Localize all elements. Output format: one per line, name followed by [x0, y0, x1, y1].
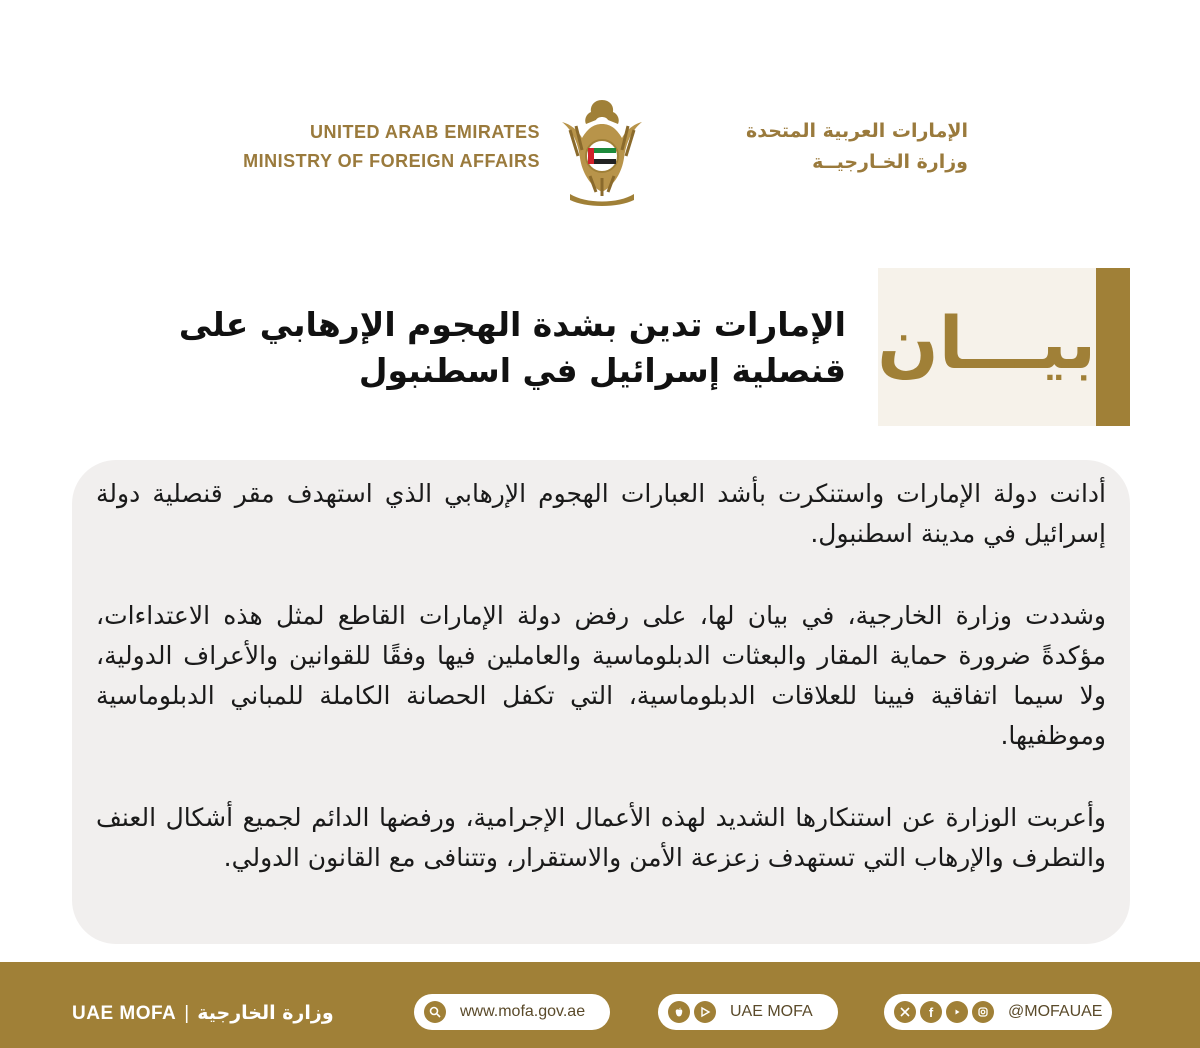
facebook-icon[interactable]: f — [920, 1001, 942, 1023]
x-twitter-icon[interactable] — [894, 1001, 916, 1023]
google-play-icon[interactable] — [694, 1001, 716, 1023]
ministry-name-en: MINISTRY OF FOREIGN AFFAIRS — [243, 151, 540, 171]
youtube-icon[interactable] — [946, 1001, 968, 1023]
statement-badge — [878, 268, 1130, 426]
footer-brand — [72, 998, 334, 1028]
apple-icon[interactable] — [668, 1001, 690, 1023]
header-english — [230, 118, 540, 176]
app-name: UAE MOFA — [730, 1003, 813, 1020]
ministry-name-ar: وزارة الخـارجيــة — [812, 151, 968, 173]
social-media-links[interactable] — [884, 994, 1112, 1030]
uae-emblem-logo — [556, 96, 648, 208]
social-handle: @MOFAUAE — [1008, 1003, 1103, 1020]
header-arabic — [668, 116, 968, 178]
statement-badge-label: بيـــان — [877, 301, 1096, 385]
search-icon — [424, 1001, 446, 1023]
country-name-en: UNITED ARAB EMIRATES — [310, 122, 540, 142]
footer-bar — [0, 962, 1200, 1048]
statement-title: الإمارات تدين بشدة الهجوم الإرهابي على قنصلية إسرائيل في اسطنبول — [178, 305, 846, 390]
website-url: www.mofa.gov.ae — [460, 1003, 586, 1020]
country-name-ar: الإمارات العربية المتحدة — [746, 120, 968, 142]
footer-brand-ar: وزارة الخارجية — [197, 1002, 334, 1024]
footer-brand-en: UAE MOFA — [72, 1003, 177, 1024]
footer-brand-separator: | — [184, 1003, 190, 1024]
badge-accent-bar — [1096, 268, 1130, 426]
instagram-icon[interactable] — [972, 1001, 994, 1023]
body-paragraph-1: أدانت دولة الإمارات واستنكرت بأشد العبارات الهجوم الإرهابي الذي استهدف مقر قنصلية دولة إسرائيل في مدينة اسطنبول. — [96, 479, 1106, 548]
app-store-links[interactable] — [658, 994, 838, 1030]
body-paragraph-3: وأعربت الوزارة عن استنكارها الشديد لهذه الأعمال الإجرامية، ورفضها الدائم لجميع أشكال العنف والتطرف والإرهاب التي تستهدف زعزعة الأمن والاستقرار، وتتنافى مع القانون الدولي. — [96, 803, 1106, 872]
body-paragraph-2: وشددت وزارة الخارجية، في بيان لها، على رفض دولة الإمارات القاطع لمثل هذه الاعتداءات، مؤكدةً ضرورة حماية المقار والبعثات الدبلوماسية والعاملين فيها وفقًا للقوانين والأعراف الدولية، ولا سيما اتفاقية فيينا للعلاقات الدبلوماسية، التي تكفل الحصانة الكاملة للمباني الدبلوماسية وموظفيها. — [96, 601, 1106, 750]
website-link[interactable] — [414, 994, 610, 1030]
